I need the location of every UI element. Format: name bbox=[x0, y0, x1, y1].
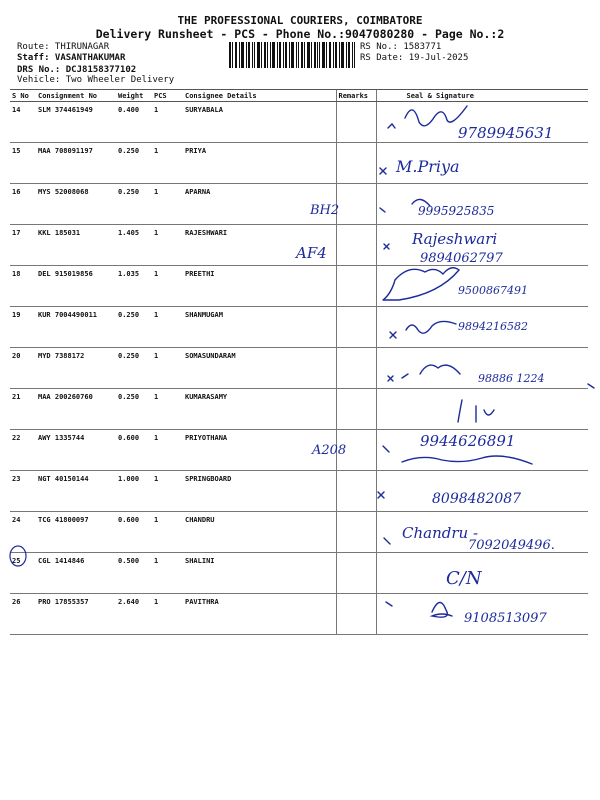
table-row bbox=[10, 307, 588, 348]
cell-sno: 26 bbox=[10, 594, 36, 635]
handwritten-text: AF4 bbox=[296, 244, 327, 262]
cell-signature bbox=[376, 430, 588, 471]
handwritten-text: A208 bbox=[312, 443, 347, 458]
cell-pcs: 1 bbox=[152, 184, 183, 225]
col-header-signature: Seal & Signature bbox=[376, 90, 588, 102]
cell-weight: 1.035 bbox=[116, 266, 152, 307]
cell-sno: 14 bbox=[10, 102, 36, 143]
handwritten-text: 9944626891 bbox=[420, 432, 516, 450]
table-row bbox=[10, 512, 588, 553]
cell-pcs: 1 bbox=[152, 512, 183, 553]
cell-consignment: AWY 1335744 bbox=[36, 430, 116, 471]
table-row bbox=[10, 594, 588, 635]
cell-signature bbox=[376, 225, 588, 266]
handwritten-text: 9894216582 bbox=[458, 320, 528, 333]
col-header-consignee: Consignee Details bbox=[183, 90, 336, 102]
cell-pcs: 1 bbox=[152, 430, 183, 471]
handwritten-text: 98886 1224 bbox=[478, 372, 545, 385]
cell-consignee: KUMARASAMY bbox=[183, 389, 336, 430]
cell-consignment: MYD 7388172 bbox=[36, 348, 116, 389]
handwritten-text: 9500867491 bbox=[458, 284, 528, 297]
cell-pcs: 1 bbox=[152, 102, 183, 143]
cell-consignment: NGT 40150144 bbox=[36, 471, 116, 512]
cell-weight: 2.640 bbox=[116, 594, 152, 635]
cell-pcs: 1 bbox=[152, 143, 183, 184]
table-row bbox=[10, 553, 588, 594]
cell-signature bbox=[376, 102, 588, 143]
cell-consignment: KUR 7004490011 bbox=[36, 307, 116, 348]
cell-weight: 0.250 bbox=[116, 143, 152, 184]
cell-consignment: MAA 708091197 bbox=[36, 143, 116, 184]
cell-sno: 20 bbox=[10, 348, 36, 389]
cell-consignee: PRIYA bbox=[183, 143, 336, 184]
table-row bbox=[10, 225, 588, 266]
cell-consignee: PREETHI bbox=[183, 266, 336, 307]
cell-weight: 0.250 bbox=[116, 307, 152, 348]
cell-signature bbox=[376, 143, 588, 184]
cell-consignee: SOMASUNDARAM bbox=[183, 348, 336, 389]
cell-consignee: SHALINI bbox=[183, 553, 336, 594]
cell-consignee: PAVITHRA bbox=[183, 594, 336, 635]
cell-weight: 0.500 bbox=[116, 553, 152, 594]
cell-sno: 17 bbox=[10, 225, 36, 266]
handwritten-text: 9789945631 bbox=[458, 124, 554, 142]
cell-consignee: CHANDRU bbox=[183, 512, 336, 553]
handwritten-text: Chandru - bbox=[402, 524, 479, 542]
rs-date: RS Date: 19-Jul-2025 bbox=[360, 53, 469, 63]
table-row bbox=[10, 102, 588, 143]
handwritten-text: 8098482087 bbox=[432, 491, 522, 507]
runsheet-subtitle: Delivery Runsheet - PCS - Phone No.:9047080280 - Page No.:2 bbox=[95, 27, 505, 41]
cell-weight: 0.600 bbox=[116, 512, 152, 553]
handwritten-text: Rajeshwari bbox=[412, 230, 498, 248]
col-header-weight: Weight bbox=[116, 90, 152, 102]
cell-consignee: SURYABALA bbox=[183, 102, 336, 143]
cell-consignment: SLM 374461949 bbox=[36, 102, 116, 143]
col-header-consignment: Consignment No bbox=[36, 90, 116, 102]
cell-sno: 15 bbox=[10, 143, 36, 184]
handwritten-text: 9108513097 bbox=[464, 611, 547, 626]
cell-remarks bbox=[336, 143, 376, 184]
cell-remarks bbox=[336, 307, 376, 348]
table-header-row bbox=[10, 90, 588, 102]
cell-consignee: RAJESHWARI bbox=[183, 225, 336, 266]
col-header-remarks: Remarks bbox=[336, 90, 376, 102]
runsheet-table bbox=[10, 89, 588, 635]
cell-signature bbox=[376, 348, 588, 389]
cell-signature bbox=[376, 553, 588, 594]
cell-sno: 25 bbox=[10, 553, 36, 594]
cell-sno: 18 bbox=[10, 266, 36, 307]
handwritten-text: 9995925835 bbox=[418, 204, 495, 218]
cell-weight: 0.250 bbox=[116, 389, 152, 430]
cell-weight: 0.250 bbox=[116, 184, 152, 225]
cell-remarks bbox=[336, 389, 376, 430]
cell-weight: 1.000 bbox=[116, 471, 152, 512]
drs-number: DRS No.: DCJ8158377102 bbox=[17, 65, 137, 75]
table-row bbox=[10, 389, 588, 430]
cell-weight: 0.250 bbox=[116, 348, 152, 389]
cell-sno: 24 bbox=[10, 512, 36, 553]
barcode-image bbox=[229, 42, 355, 68]
handwritten-text: 9894062797 bbox=[420, 251, 503, 266]
vehicle-label: Vehicle: Two Wheeler Delivery bbox=[17, 75, 175, 85]
col-header-pcs: PCS bbox=[152, 90, 183, 102]
cell-consignee: PRIYOTHANA bbox=[183, 430, 336, 471]
cell-sno: 19 bbox=[10, 307, 36, 348]
cell-pcs: 1 bbox=[152, 471, 183, 512]
cell-signature bbox=[376, 389, 588, 430]
cell-remarks bbox=[336, 471, 376, 512]
cell-pcs: 1 bbox=[152, 389, 183, 430]
cell-pcs: 1 bbox=[152, 266, 183, 307]
cell-sno: 16 bbox=[10, 184, 36, 225]
route-label: Route: THIRUNAGAR bbox=[17, 42, 110, 52]
cell-consignment: MYS 52008068 bbox=[36, 184, 116, 225]
table-row bbox=[10, 430, 588, 471]
table-row bbox=[10, 348, 588, 389]
cell-signature bbox=[376, 184, 588, 225]
stroke-mark bbox=[588, 384, 594, 388]
cell-pcs: 1 bbox=[152, 225, 183, 266]
cell-consignment: TCG 41800097 bbox=[36, 512, 116, 553]
cell-remarks bbox=[336, 512, 376, 553]
cell-weight: 1.405 bbox=[116, 225, 152, 266]
handwritten-text: C/N bbox=[446, 568, 482, 589]
cell-pcs: 1 bbox=[152, 594, 183, 635]
cell-remarks bbox=[336, 553, 376, 594]
table-row bbox=[10, 184, 588, 225]
cell-remarks bbox=[336, 266, 376, 307]
cell-consignment: MAA 200260760 bbox=[36, 389, 116, 430]
cell-remarks bbox=[336, 184, 376, 225]
cell-signature bbox=[376, 512, 588, 553]
cell-signature bbox=[376, 594, 588, 635]
cell-pcs: 1 bbox=[152, 307, 183, 348]
cell-consignee: APARNA bbox=[183, 184, 336, 225]
staff-label: Staff: VASANTHAKUMAR bbox=[17, 53, 126, 63]
rs-number: RS No.: 1583771 bbox=[360, 42, 442, 52]
cell-consignee: SHANMUGAM bbox=[183, 307, 336, 348]
cell-sno: 23 bbox=[10, 471, 36, 512]
handwritten-text: BH2 bbox=[310, 203, 340, 218]
handwritten-text: 7092049496. bbox=[468, 538, 555, 553]
cell-consignment: PRO 17855357 bbox=[36, 594, 116, 635]
cell-remarks bbox=[336, 594, 376, 635]
table-row bbox=[10, 266, 588, 307]
cell-consignment: DEL 915019856 bbox=[36, 266, 116, 307]
cell-signature bbox=[376, 471, 588, 512]
col-header-sno: S No bbox=[10, 90, 36, 102]
handwritten-text: M.Priya bbox=[396, 157, 460, 176]
cell-remarks bbox=[336, 348, 376, 389]
cell-pcs: 1 bbox=[152, 553, 183, 594]
cell-signature bbox=[376, 307, 588, 348]
cell-signature bbox=[376, 266, 588, 307]
cell-consignment: CGL 1414846 bbox=[36, 553, 116, 594]
cell-weight: 0.400 bbox=[116, 102, 152, 143]
cell-sno: 22 bbox=[10, 430, 36, 471]
cell-remarks bbox=[336, 102, 376, 143]
cell-weight: 0.600 bbox=[116, 430, 152, 471]
cell-pcs: 1 bbox=[152, 348, 183, 389]
cell-consignee: SPRINGBOARD bbox=[183, 471, 336, 512]
cell-remarks bbox=[336, 430, 376, 471]
cell-consignment: KKL 185031 bbox=[36, 225, 116, 266]
cell-remarks bbox=[336, 225, 376, 266]
table-row bbox=[10, 143, 588, 184]
cell-sno: 21 bbox=[10, 389, 36, 430]
company-title: THE PROFESSIONAL COURIERS, COIMBATORE bbox=[177, 14, 423, 27]
table-row bbox=[10, 471, 588, 512]
